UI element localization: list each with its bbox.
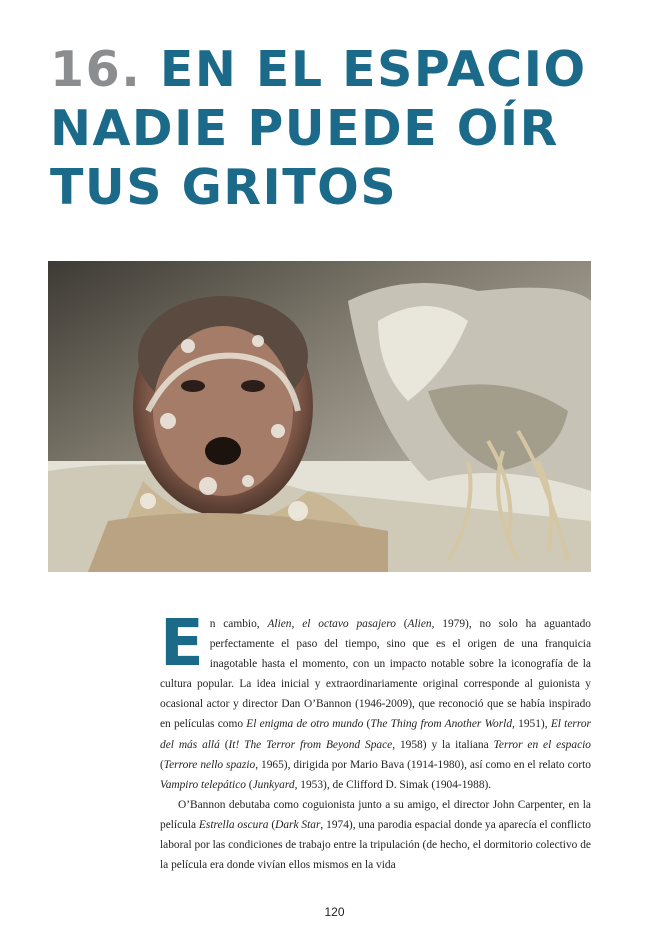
p1-text-9: , 1965), dirigida por Mario Bava (1914-1980), así como en el relato corto — [255, 758, 591, 771]
p1-text-5: , 1951), — [512, 718, 551, 731]
title-text-1: EN EL ESPACIO — [159, 41, 587, 98]
p2-text-3: , 1974), una parodia espacial donde ya aparecía el conflicto laboral por las condiciones de trabajo entre la tripulación (de hecho, el dormitorio colectivo de la película era donde vivían ellos mismos en la vida — [160, 818, 591, 872]
p1-title-4: The Thing from Another World — [370, 718, 513, 731]
title-line-3: TUS GRITOS — [50, 159, 398, 216]
p1-title-8: Terrore nello spazio — [163, 758, 256, 771]
p1-title-9: Vampiro telepático — [160, 778, 246, 791]
body-text — [160, 607, 591, 875]
p1-text-8: ( — [160, 758, 164, 771]
paragraph-2 — [160, 795, 591, 875]
p2-text-2: ( — [268, 818, 276, 831]
paragraph-1 — [160, 607, 591, 795]
p1-title-2: Alien — [407, 618, 432, 630]
p1-text-6: ( — [219, 738, 229, 751]
p2-title-2: Dark Star — [275, 818, 321, 831]
p1-title-1: Alien, el octavo pasajero — [267, 618, 396, 630]
p1-title-6: It! The Terror from Beyond Space — [228, 738, 393, 751]
drop-cap: E — [160, 607, 204, 681]
p1-text-2: ( — [395, 618, 408, 630]
title-line-2: NADIE PUEDE OÍR — [50, 100, 559, 157]
p1-text-3: , 1979), no solo ha aguantado perfectamente el paso del tiempo, sino que es el origen de una franquicia inagotable hasta el momento, con un impacto notable sobre la iconografía de la cultura popular. La idea inicial y extraordinariamente original corresponde al guionista y ocasional actor y director Dan O’Bannon (1946-2009), que reconoció que se había inspirado en películas como — [160, 618, 591, 731]
p1-text-4: ( — [363, 718, 371, 731]
chapter-title — [50, 40, 630, 217]
p2-text-1: O’Bannon debutaba como coguionista junto a su amigo, el director John Carpenter, en la película — [160, 798, 591, 831]
title-line-1 — [50, 40, 630, 99]
p1-text-11: , 1953), de Clifford D. Simak (1904-1988). — [294, 778, 492, 791]
p2-title-1: Estrella oscura — [198, 818, 269, 831]
film-still-illustration — [48, 261, 591, 572]
page-number: 120 — [324, 905, 345, 919]
p1-title-7: Terror en el espacio — [493, 738, 591, 751]
p1-title-3: El enigma de otro mundo — [246, 718, 364, 731]
p1-title-5: El terror del más allá — [160, 718, 591, 751]
chapter-number: 16. — [50, 41, 142, 98]
p1-text-7: , 1958) y la italiana — [392, 738, 494, 751]
p1-text-10: ( — [245, 778, 253, 791]
p1-text-1: n cambio, — [209, 618, 268, 630]
p1-title-10: Junkyard — [252, 778, 295, 791]
film-still-photo — [48, 261, 591, 572]
